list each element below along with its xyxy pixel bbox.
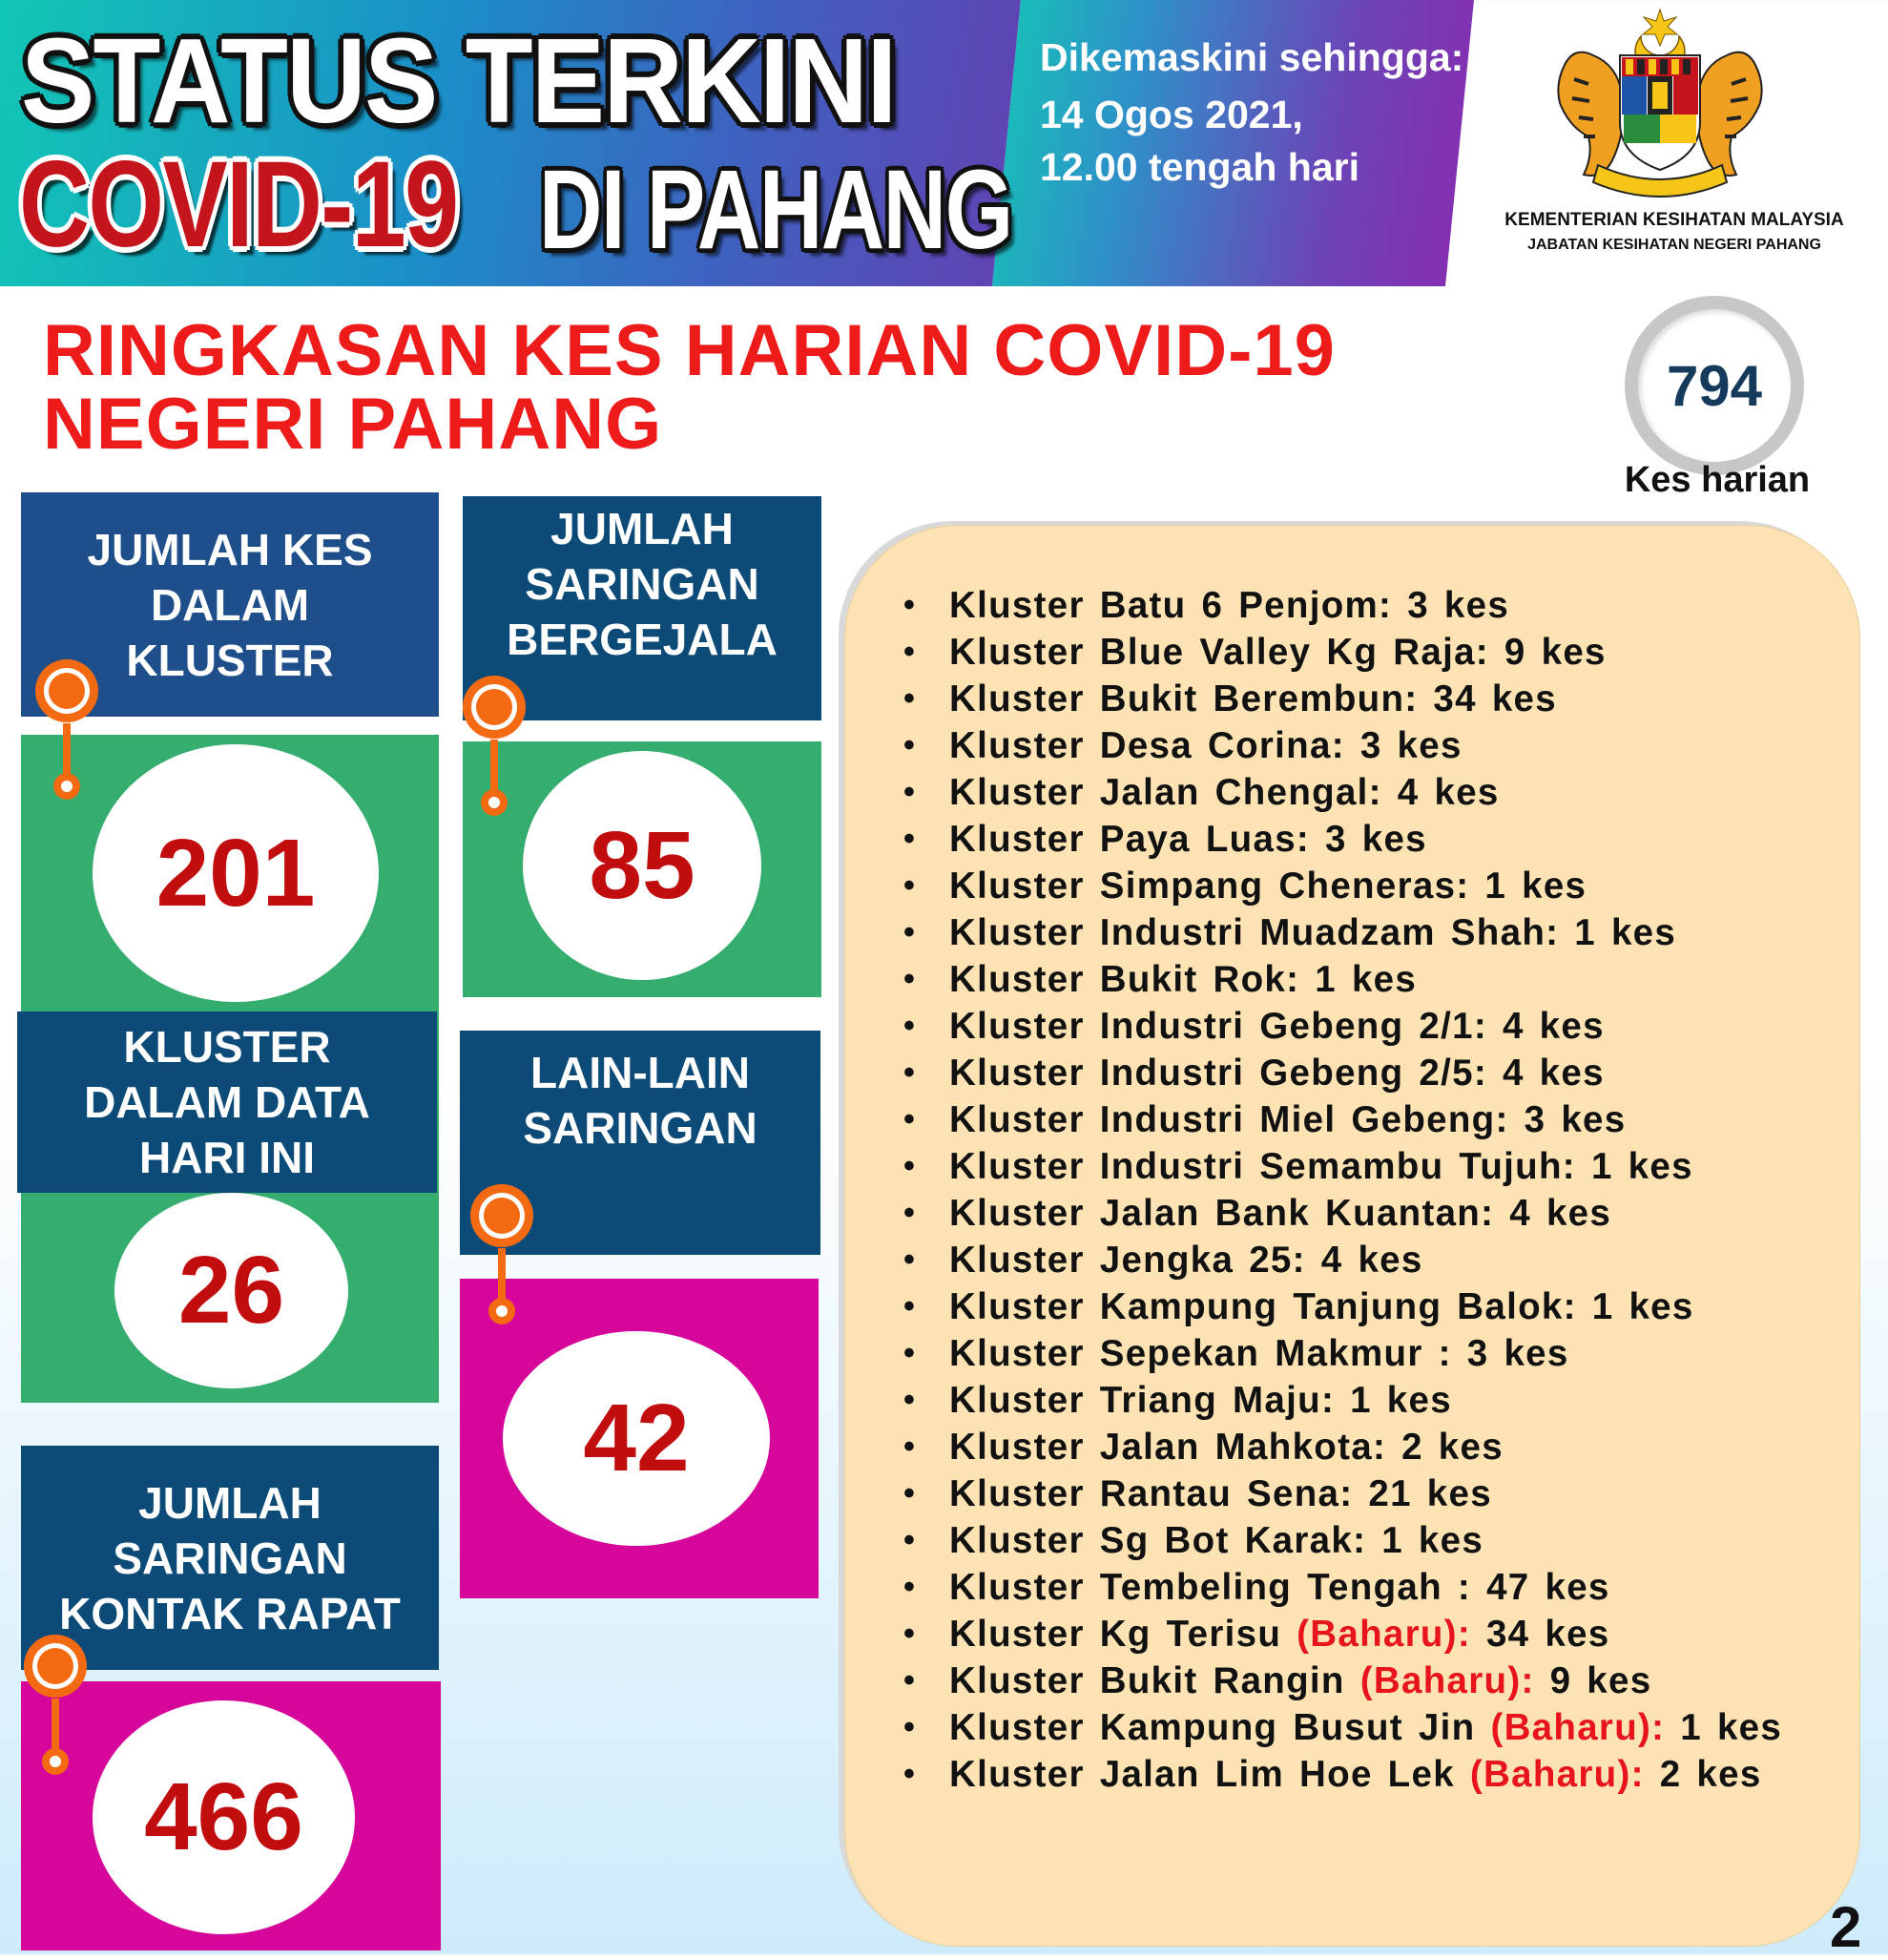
cluster-name: Kluster Blue Valley Kg Raja:	[949, 632, 1489, 673]
cluster-list-item	[902, 1143, 1856, 1190]
cluster-count: 4 kes	[1509, 1193, 1612, 1234]
cluster-count: 2 kes	[1401, 1427, 1504, 1468]
cluster-cases-title-line: DALAM	[150, 579, 310, 630]
cluster-list-item	[902, 1190, 1856, 1237]
cluster-count: 4 kes	[1397, 772, 1500, 813]
pin-marker-icon	[17, 1632, 93, 1784]
department-name: JABATAN KESIHATAN NEGERI PAHANG	[1527, 237, 1821, 253]
cluster-name: Kluster Jalan Lim Hoe Lek	[949, 1754, 1455, 1795]
cluster-name: Kluster Bukit Rok:	[949, 959, 1300, 1000]
close-contact-title-line: JUMLAH	[138, 1477, 322, 1528]
cluster-list-item	[902, 1377, 1856, 1424]
cluster-cases-value: 201	[156, 819, 316, 927]
title-status-terkini: STATUS TERKINI	[21, 13, 896, 148]
update-label: Dikemaskini sehingga:	[1040, 35, 1464, 79]
cluster-new-tag: (Baharu):	[1490, 1707, 1666, 1748]
cluster-list-item	[902, 816, 1856, 863]
cluster-name: Kluster Sepekan Makmur :	[949, 1333, 1452, 1374]
cluster-count: 1 kes	[1315, 959, 1418, 1000]
symptomatic-circle	[523, 751, 761, 980]
cluster-name: Kluster Jalan Chengal:	[949, 772, 1382, 813]
cluster-list-item	[902, 582, 1856, 629]
cluster-count: 1 kes	[1350, 1380, 1452, 1421]
cluster-count: 4 kes	[1502, 1053, 1605, 1094]
update-date: 14 Ogos 2021,	[1040, 93, 1303, 136]
cluster-count: 47 kes	[1486, 1567, 1610, 1608]
cluster-name: Kluster Bukit Berembun:	[949, 678, 1419, 719]
close-contact-title-line: KONTAK RAPAT	[59, 1588, 401, 1638]
cluster-name: Kluster Jalan Mahkota:	[949, 1427, 1387, 1468]
clusters-today-title-line: KLUSTER	[123, 1022, 331, 1072]
cluster-name: Kluster Rantau Sena:	[949, 1473, 1354, 1514]
cluster-new-tag: (Baharu):	[1469, 1754, 1645, 1795]
cluster-count: 4 kes	[1320, 1240, 1423, 1281]
cluster-list-item	[902, 863, 1856, 909]
cluster-count: 34 kes	[1433, 678, 1557, 719]
cluster-count: 3 kes	[1524, 1099, 1627, 1140]
cluster-name: Kluster Batu 6 Penjom:	[949, 585, 1393, 626]
cluster-name: Kluster Industri Semambu Tujuh:	[949, 1146, 1576, 1187]
cluster-count: 4 kes	[1502, 1006, 1605, 1047]
cluster-name: Kluster Simpang Cheneras:	[949, 865, 1470, 907]
malaysia-coat-of-arms-icon	[1546, 8, 1774, 198]
summary-subheading: NEGERI PAHANG	[43, 384, 663, 465]
symptomatic-title-line: BERGEJALA	[507, 615, 778, 664]
pin-marker-icon	[29, 657, 105, 809]
pin-marker-icon	[456, 673, 532, 825]
cluster-name: Kluster Sg Bot Karak:	[949, 1520, 1367, 1561]
title-covid: COVID-19	[19, 136, 458, 273]
symptomatic-title-line: JUMLAH	[550, 504, 734, 553]
cluster-list-item	[902, 1283, 1856, 1330]
cluster-count: 1 kes	[1591, 1286, 1694, 1327]
cluster-list-item	[902, 1003, 1856, 1050]
cluster-list-item	[902, 1658, 1856, 1704]
cluster-list-item	[902, 1564, 1856, 1611]
cluster-name: Kluster Industri Muadzam Shah:	[949, 912, 1560, 953]
cluster-new-tag: (Baharu):	[1359, 1660, 1535, 1701]
cluster-list-item	[902, 1517, 1856, 1564]
cluster-name: Kluster Tembeling Tengah :	[949, 1567, 1472, 1608]
title-location: DI PAHANG	[539, 147, 1012, 273]
cluster-count: 3 kes	[1407, 585, 1510, 626]
cluster-list-item	[902, 956, 1856, 1003]
cluster-name: Kluster Industri Gebeng 2/5:	[949, 1053, 1487, 1094]
cluster-name: Kluster Jalan Bank Kuantan:	[949, 1193, 1495, 1234]
cluster-name: Kluster Kg Terisu	[949, 1614, 1282, 1655]
clusters-today-value: 26	[177, 1237, 285, 1344]
daily-cases-label: Kes harian	[1624, 460, 1811, 500]
other-screening-circle	[503, 1331, 770, 1546]
cluster-list-item	[902, 629, 1856, 676]
cluster-count: 1 kes	[1484, 865, 1587, 907]
cluster-count: 1 kes	[1680, 1707, 1783, 1748]
cluster-cases-title-line: JUMLAH KES	[87, 524, 373, 574]
close-contact-circle	[93, 1700, 355, 1934]
symptomatic-title-line: SARINGAN	[525, 559, 759, 609]
cluster-list-item	[902, 1424, 1856, 1470]
cluster-count: 1 kes	[1574, 912, 1677, 953]
cluster-count: 34 kes	[1485, 1614, 1610, 1655]
cluster-list-item	[902, 1050, 1856, 1096]
cluster-name: Kluster Jengka 25:	[949, 1240, 1306, 1281]
other-screening-title-line: SARINGAN	[523, 1103, 757, 1153]
clusters-today-circle	[114, 1193, 348, 1388]
clusters-today-title-line: HARI INI	[138, 1133, 315, 1182]
cluster-list-item	[902, 1751, 1856, 1798]
clusters-today-title-line: DALAM DATA	[84, 1077, 370, 1127]
daily-cases-ring	[1625, 296, 1804, 475]
cluster-list-item	[902, 676, 1856, 722]
summary-heading: RINGKASAN KES HARIAN COVID-19	[43, 310, 1336, 391]
clusters-today-title	[17, 1011, 437, 1193]
close-contact-value: 466	[144, 1763, 303, 1870]
cluster-new-tag: (Baharu):	[1297, 1614, 1471, 1655]
cluster-count: 9 kes	[1549, 1660, 1652, 1701]
cluster-count: 9 kes	[1504, 632, 1607, 673]
cluster-list-item	[902, 1237, 1856, 1283]
cluster-cases-circle	[93, 744, 379, 1002]
cluster-list-item	[902, 1096, 1856, 1143]
cluster-count: 2 kes	[1659, 1754, 1762, 1795]
cluster-name: Kluster Desa Corina:	[949, 725, 1345, 766]
cluster-count: 3 kes	[1359, 725, 1463, 766]
cluster-count: 3 kes	[1325, 819, 1427, 860]
cluster-list-item	[902, 1330, 1856, 1377]
cluster-name: Kluster Industri Miel Gebeng:	[949, 1099, 1509, 1140]
cluster-count: 3 kes	[1466, 1333, 1569, 1374]
cluster-list-item	[902, 722, 1856, 769]
other-screening-title-line: LAIN-LAIN	[530, 1048, 750, 1097]
daily-cases-value: 794	[1666, 353, 1763, 418]
cluster-name: Kluster Bukit Rangin	[949, 1660, 1345, 1701]
cluster-list-item	[902, 1704, 1856, 1751]
cluster-list-item	[902, 769, 1856, 816]
cluster-count: 1 kes	[1590, 1146, 1693, 1187]
cluster-count: 21 kes	[1368, 1473, 1492, 1514]
cluster-list-item	[902, 909, 1856, 956]
pin-marker-icon	[464, 1181, 540, 1334]
cluster-cases-title-line: KLUSTER	[126, 635, 334, 685]
ministry-name: KEMENTERIAN KESIHATAN MALAYSIA	[1504, 210, 1844, 230]
other-screening-value: 42	[583, 1385, 690, 1491]
symptomatic-value: 85	[589, 811, 695, 919]
update-time: 12.00 tengah hari	[1040, 145, 1359, 189]
cluster-name: Kluster Kampung Busut Jin	[949, 1707, 1476, 1748]
cluster-count: 1 kes	[1381, 1520, 1484, 1561]
cluster-name: Kluster Kampung Tanjung Balok:	[949, 1286, 1577, 1327]
cluster-list-item	[902, 1611, 1856, 1658]
cluster-name: Kluster Triang Maju:	[949, 1380, 1336, 1421]
cluster-list	[902, 582, 1856, 1798]
cluster-list-item	[902, 1470, 1856, 1517]
page-number: 2	[1830, 1895, 1862, 1959]
cluster-name: Kluster Paya Luas:	[949, 819, 1311, 860]
cluster-name: Kluster Industri Gebeng 2/1:	[949, 1006, 1487, 1047]
close-contact-title-line: SARINGAN	[113, 1533, 347, 1583]
